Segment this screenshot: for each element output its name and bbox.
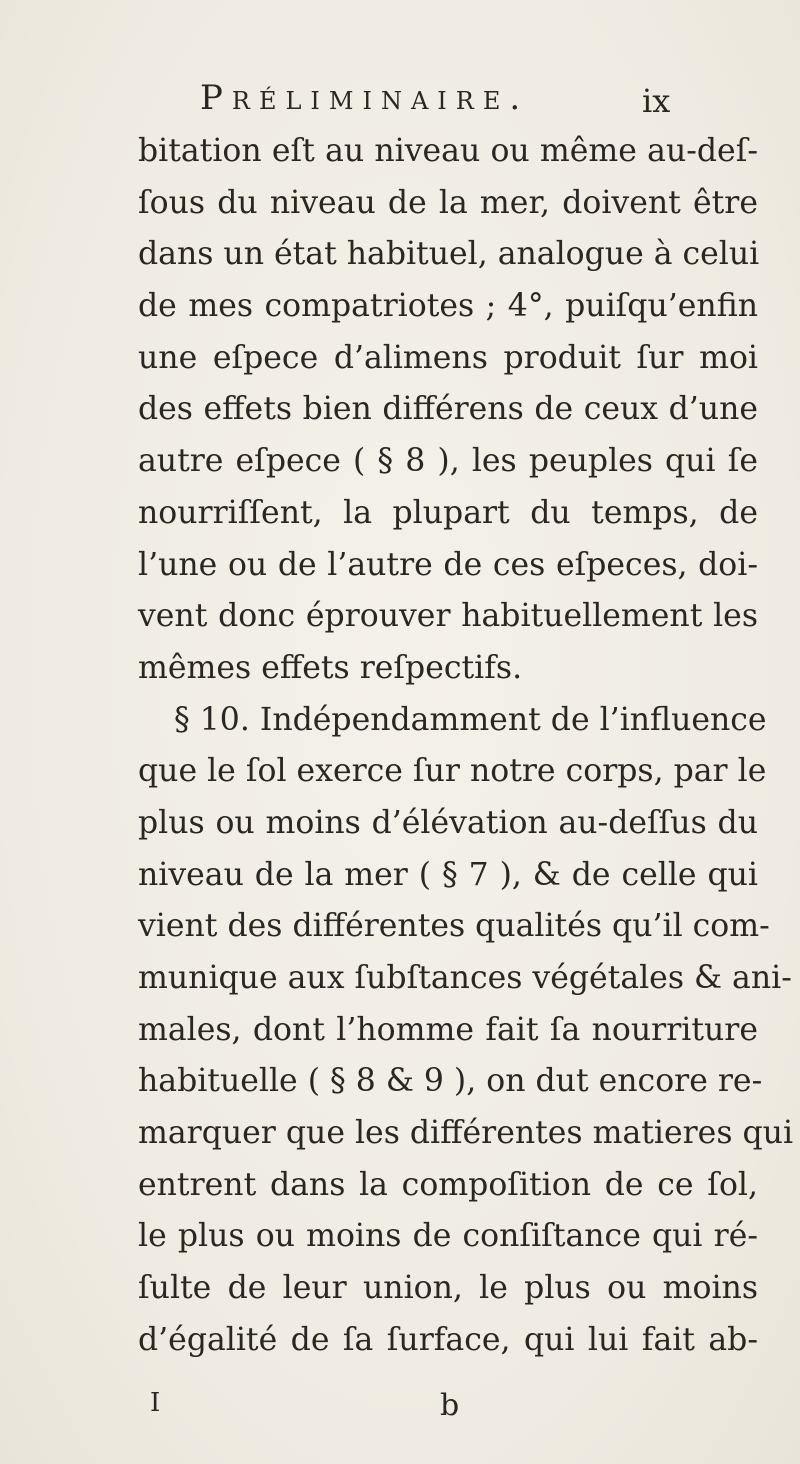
text-line: bitation eſt au niveau ou même au-deſ-	[138, 133, 758, 169]
text-line: des effets bien différens de ceux d’une	[138, 391, 758, 428]
text-line: habituelle ( § 8 & 9 ), on dut encore re-	[138, 1063, 763, 1100]
text-line: une eſpece d’alimens produit ſur moi	[138, 339, 758, 376]
text-line: le plus ou moins de conſiſtance qui ré-	[138, 1218, 758, 1255]
text-line: dans un état habituel, analogue à celui	[138, 236, 760, 273]
text-line: niveau de la mer ( § 7 ), & de celle qui	[138, 856, 758, 893]
text-line: mêmes effets reſpectifs.	[138, 649, 523, 686]
text-line: nourriſſent, la plupart du temps, de	[138, 494, 758, 531]
text-line: males, dont l’homme fait ſa nourriture	[138, 1011, 758, 1048]
body-text	[138, 126, 794, 1367]
text-line: d’égalité de ſa ſurface, qui lui fait ab-	[138, 1321, 758, 1358]
text-line: vient des différentes qualités qu’il com-	[138, 908, 770, 945]
running-title: Préliminaire.	[200, 78, 530, 118]
text-line: de mes compatriotes ; 4°, puiſqu’enfin	[138, 288, 758, 325]
signature-number: I	[150, 1388, 161, 1418]
text-line: que le ſol exerce ſur notre corps, par le	[138, 753, 767, 790]
text-line: entrent dans la compoſition de ce ſol,	[138, 1166, 758, 1203]
text-line: marquer que les différentes matieres qui	[138, 1115, 794, 1152]
text-line: munique aux ſubſtances végétales & ani-	[138, 960, 792, 996]
text-line: vent donc éprouver habituellement les	[138, 598, 758, 635]
text-line: plus ou moins d’élévation au-deſſus du	[138, 804, 758, 841]
text-line: ſous du niveau de la mer, doivent être	[138, 184, 758, 221]
text-line: l’une ou de l’autre de ces eſpeces, doi-	[138, 546, 758, 583]
text-line: ſulte de leur union, le plus ou moins	[138, 1270, 758, 1307]
section-start-line: § 10. Indépendamment de l’influence	[174, 701, 767, 738]
text-line: autre eſpece ( § 8 ), les peuples qui ſe	[138, 443, 758, 480]
page-number: ix	[642, 82, 671, 120]
signature-letter: b	[440, 1388, 460, 1423]
page-footer	[0, 1388, 800, 1438]
